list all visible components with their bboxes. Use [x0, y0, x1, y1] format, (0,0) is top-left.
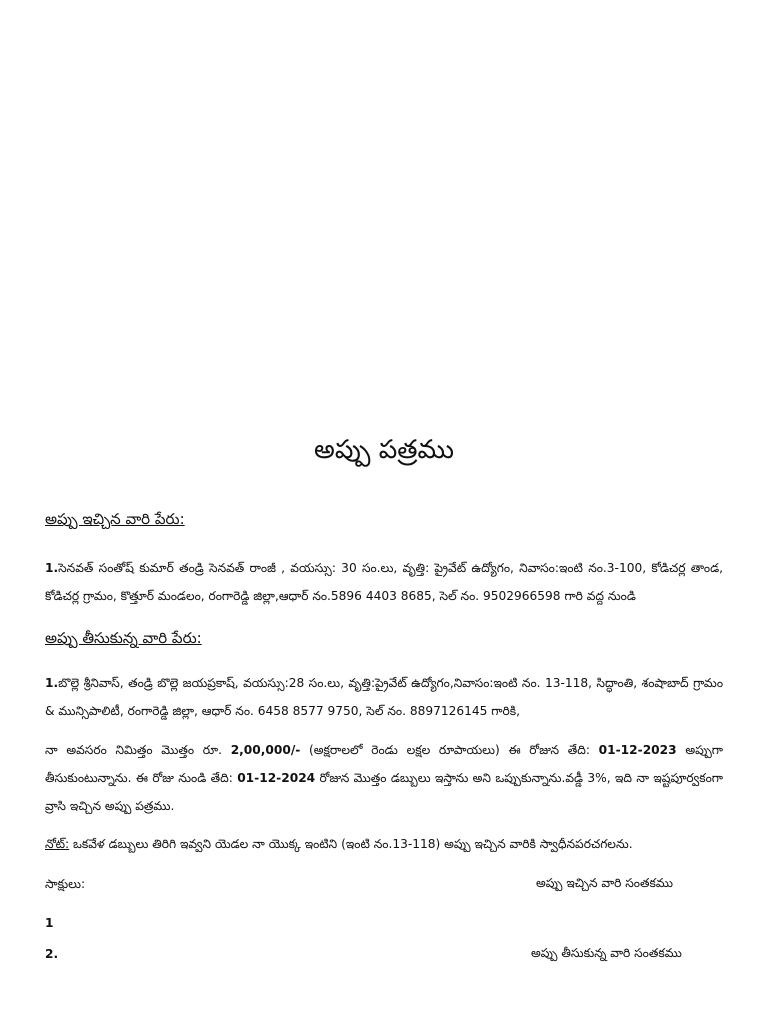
lender-signature-label: అప్పు ఇచ్చిన వారి సంతకము: [536, 876, 673, 890]
date-taken: 01-12-2023: [598, 743, 677, 757]
borrower-number: 1.: [45, 676, 59, 690]
borrower-signature-label: అప్పు తీసుకున్న వారి సంతకము: [531, 946, 682, 960]
note-text: ఒకవేళ డబ్బులు తిరిగి ఇవ్వని యెడల నా యొక్క ఇంటిని (ఇంటి నం.13-118) అప్పు ఇచ్చిన వారికి స్వాధీనపరచగలను.: [69, 837, 633, 851]
agreement-part1: నా అవసరం నిమిత్తం మొత్తం రూ.: [45, 743, 231, 757]
agreement-part3: అప్పుగా తీసుకుంటున్నాను. ఈ రోజు నుండి తేది:: [45, 743, 724, 785]
borrower-details: [45, 669, 723, 725]
lender-number: 1.: [45, 561, 59, 575]
date-return: 01-12-2024: [237, 771, 316, 785]
agreement-paragraph: [45, 736, 723, 820]
agreement-part2: (అక్షరాలలో రెండు లక్షల రూపాయలు) ఈ రోజున తేది:: [300, 743, 599, 757]
document-title: అప్పు పత్రము: [314, 435, 454, 465]
lender-text: సెనవత్ సంతోష్ కుమార్ తండ్రి సెనవత్ రాంజీ , వయస్సు: 30 సం.లు, వృత్తి: ప్రైవేట్ ఉద్యోగం, నివాసం:ఇంటి నం.3-100, కోడిచర్ల తాండ, కోడిచర్ల గ్రామం, కొత్తూర్ మండలం, రంగారెడ్డి జిల్లా,ఆధార్ నం.5896 4403 8685, సెల్ నం. 9502966598 గారి వద్ద నుండి: [45, 561, 723, 603]
note-line: [45, 834, 723, 854]
lender-details: [45, 554, 723, 610]
agreement-part4: రోజున మొత్తం డబ్బులు ఇస్తాను అని ఒప్పుకున్నాను.వడ్డీ 3%, ఇది నా ఇష్టపూర్వకంగా వ్రాసి ఇచ్చిన అప్పు పత్రము.: [45, 771, 723, 813]
lender-heading: అప్పు ఇచ్చిన వారి పేరు:: [45, 510, 185, 528]
borrower-text: బొల్లె శ్రీనివాస్, తండ్రి బొల్లె జయప్రకాష్, వయస్సు:28 సం.లు, వృత్తి:ప్రైవేట్ ఉద్యోగం,నివాసం:ఇంటి నం. 13-118, సిద్ధాంతి, శంషాబాద్ గ్రామం & మున్సిపాలిటీ, రంగారెడ్డి జిల్లా, ఆధార్ నం. 6458 8577 9750, సెల్ నం. 8897126145 గారికి,: [45, 676, 723, 718]
witness-2: 2.: [45, 947, 59, 961]
note-label: నోట్:: [45, 837, 70, 851]
borrower-heading: అప్పు తీసుకున్న వారి పేరు:: [45, 629, 202, 647]
witness-1: 1: [45, 916, 54, 930]
loan-amount: 2,00,000/-: [230, 743, 301, 757]
witnesses-label: సాక్షులు:: [45, 877, 86, 891]
